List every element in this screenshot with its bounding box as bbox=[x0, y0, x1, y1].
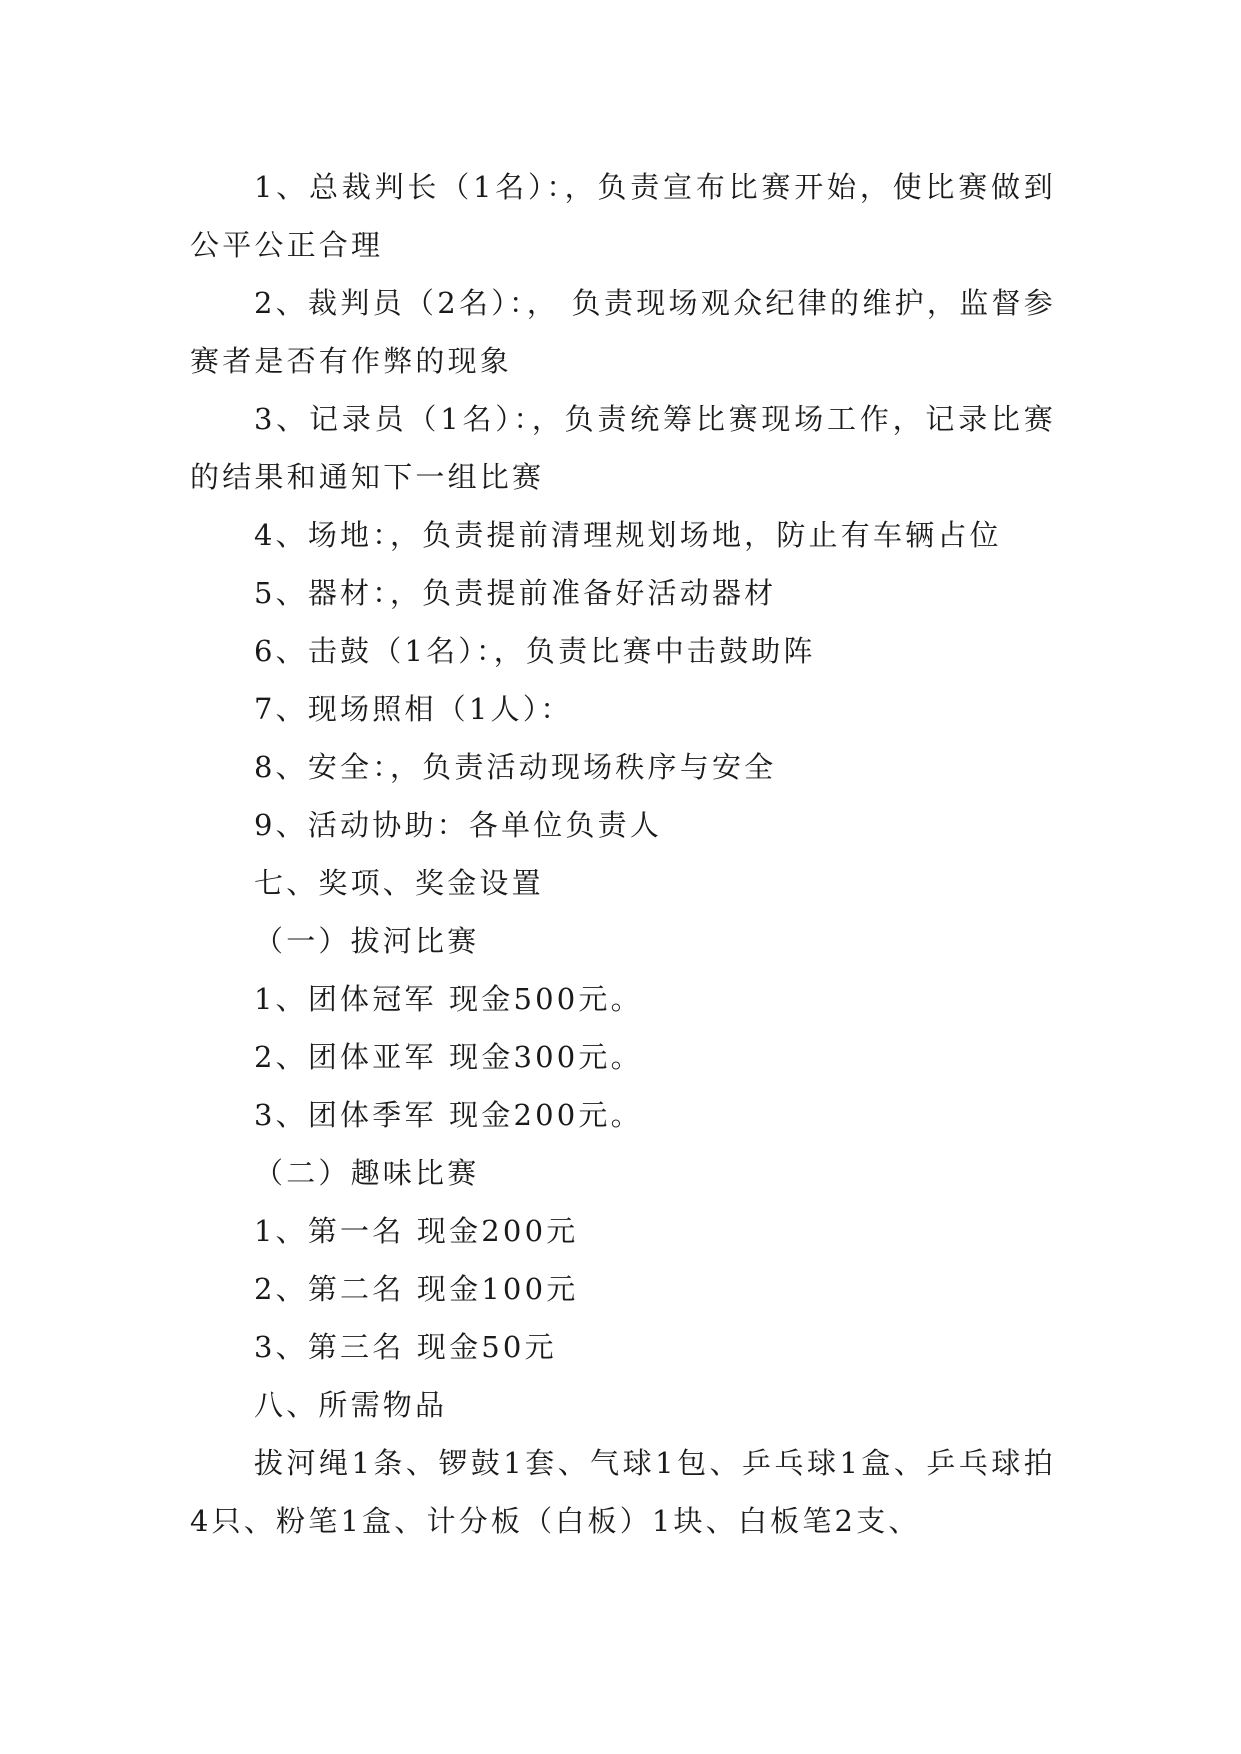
paragraph-first-place: 1、第一名 现金200元 bbox=[254, 1214, 579, 1248]
paragraph-venue: 4、场地：，负责提前清理规划场地，防止有车辆占位 bbox=[254, 518, 1002, 552]
paragraph-safety: 8、安全：，负责活动现场秩序与安全 bbox=[254, 750, 777, 784]
section-heading-supplies: 八、所需物品 bbox=[254, 1388, 448, 1422]
paragraph-third-place: 3、第三名 现金50元 bbox=[254, 1330, 557, 1364]
paragraph-drum: 6、击鼓（1名）：，负责比赛中击鼓助阵 bbox=[254, 634, 816, 668]
paragraph-team-third: 3、团体季军 现金200元。 bbox=[254, 1098, 643, 1132]
subheading-fun-games: （二）趣味比赛 bbox=[254, 1156, 480, 1190]
subheading-tug-of-war: （一）拔河比赛 bbox=[254, 924, 480, 958]
paragraph-second-place: 2、第二名 现金100元 bbox=[254, 1272, 579, 1306]
document-page bbox=[190, 158, 1056, 1550]
paragraph-supplies-list: 拔河绳1条、锣鼓1套、气球1包、乒乓球1盒、乒乓球拍4只、粉笔1盒、计分板（白板）1块、白板笔2支、 bbox=[190, 1446, 1056, 1538]
paragraph-team-runner-up: 2、团体亚军 现金300元。 bbox=[254, 1040, 643, 1074]
paragraph-photographer: 7、现场照相（1人）： bbox=[254, 692, 573, 726]
paragraph-recorder: 3、记录员（1名）：，负责统筹比赛现场工作，记录比赛的结果和通知下一组比赛 bbox=[190, 402, 1056, 494]
paragraph-assistance: 9、活动协助：各单位负责人 bbox=[254, 808, 663, 842]
section-heading-awards: 七、奖项、奖金设置 bbox=[254, 866, 544, 900]
paragraph-team-champion: 1、团体冠军 现金500元。 bbox=[254, 982, 643, 1016]
paragraph-equipment: 5、器材：，负责提前准备好活动器材 bbox=[254, 576, 777, 610]
paragraph-chief-referee: 1、总裁判长（1名）：，负责宣布比赛开始，使比赛做到公平公正合理 bbox=[190, 170, 1056, 262]
paragraph-referees: 2、裁判员（2名）：， 负责现场观众纪律的维护，监督参赛者是否有作弊的现象 bbox=[190, 286, 1056, 378]
